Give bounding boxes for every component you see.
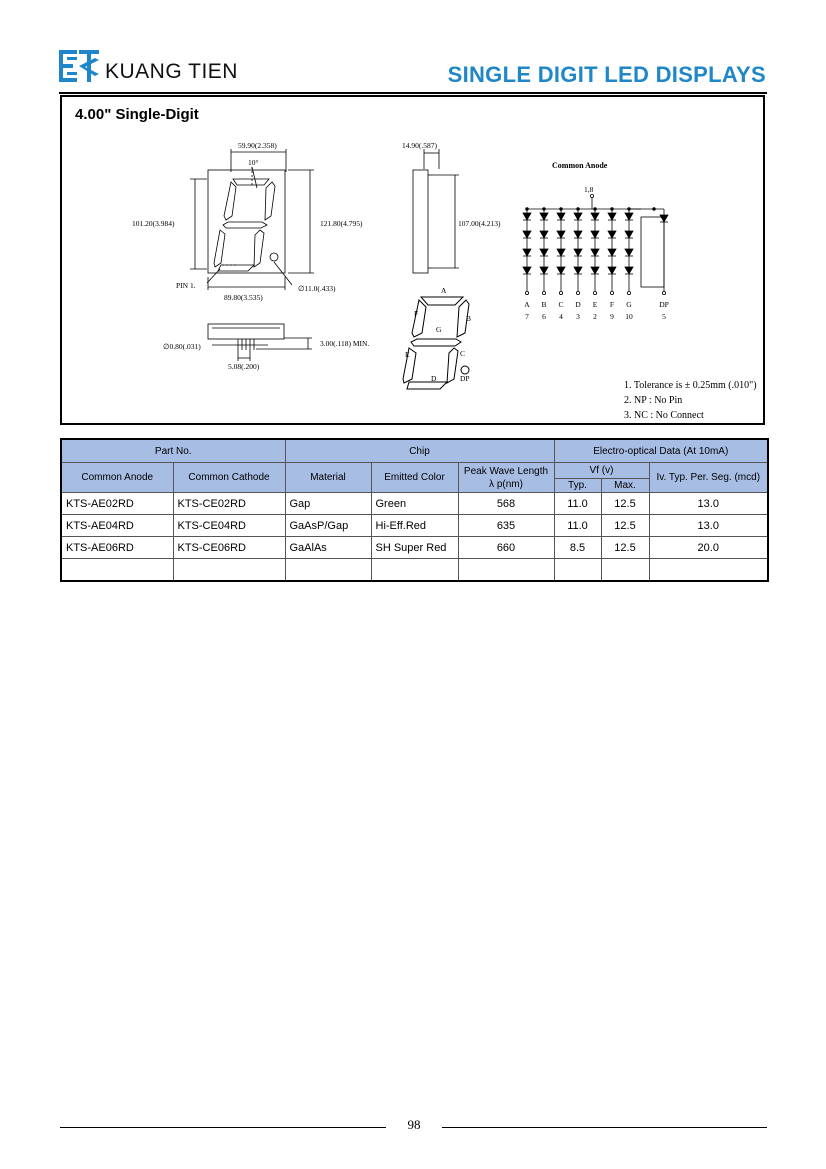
col-peak-wave-line1: Peak Wave Length	[463, 465, 549, 477]
dim-width-bottom: 89.80(3.535)	[224, 293, 263, 302]
diode-icon	[608, 267, 616, 274]
schematic-pin-number: 3	[576, 312, 580, 321]
schematic-segment-label: DP	[659, 300, 669, 309]
diode-icon	[574, 231, 582, 238]
dp-branch-box	[641, 217, 664, 287]
diode-icon	[540, 267, 548, 274]
note-np: 2. NP : No Pin	[624, 395, 683, 406]
dim-side-width: 14.90(.587)	[402, 141, 437, 150]
diode-icon	[608, 213, 616, 220]
cell-material	[285, 559, 371, 582]
table-row	[61, 493, 768, 515]
diode-icon	[557, 267, 565, 274]
pin-node	[542, 291, 545, 294]
table-row	[61, 515, 768, 537]
side-view	[413, 149, 459, 273]
schematic-segment-label: F	[609, 300, 615, 309]
diode-icon	[540, 213, 548, 220]
cell-anode	[61, 559, 173, 582]
header-rule	[59, 92, 767, 94]
schematic-pin-number: 7	[525, 312, 529, 321]
seg-label-dp: DP	[460, 374, 470, 383]
note-tolerance: 1. Tolerance is ± 0.25mm (.010")	[624, 380, 757, 391]
schematic-pin-number: 10	[625, 312, 633, 321]
col-material: Material	[285, 463, 371, 493]
pin-node	[559, 291, 562, 294]
diode-icon	[523, 249, 531, 256]
schematic-segment-label: C	[558, 300, 564, 309]
common-pin-node	[590, 194, 593, 197]
panel-title: 4.00" Single-Digit	[75, 106, 199, 123]
diode-icon	[625, 213, 633, 220]
pin-node	[627, 291, 630, 294]
dim-width-top: 59.90(2.358)	[238, 141, 277, 150]
diode-icon	[557, 213, 565, 220]
seg-label-e: E	[405, 350, 410, 359]
col-vf-max: Max.	[601, 479, 649, 493]
diode-icon	[608, 231, 616, 238]
cell-peak: 635	[458, 515, 554, 537]
front-view	[190, 149, 314, 290]
pin-node	[610, 291, 613, 294]
diode-icon	[591, 267, 599, 274]
table-row	[61, 559, 768, 582]
schematic-pin-number: 6	[542, 312, 546, 321]
footer-rule-right	[442, 1127, 767, 1128]
col-iv: Iv. Typ. Per. Seg. (mcd)	[649, 463, 768, 493]
cell-peak: 568	[458, 493, 554, 515]
diode-icon	[625, 267, 633, 274]
schematic-pin-number: 4	[559, 312, 563, 321]
schematic-segment-label: D	[575, 300, 581, 309]
spec-table-body	[61, 493, 768, 582]
diode-icon	[591, 231, 599, 238]
schematic-labels	[524, 300, 669, 321]
diode-icon	[574, 249, 582, 256]
col-peak-wave	[458, 463, 554, 493]
diode-icon	[557, 231, 565, 238]
cell-iv	[649, 559, 768, 582]
cell-cathode: KTS-CE02RD	[173, 493, 285, 515]
dim-side-height: 107.00(4.213)	[458, 219, 501, 228]
pin1-label: PIN 1.	[176, 281, 196, 290]
page-title: SINGLE DIGIT LED DISPLAYS	[447, 62, 766, 87]
dim-angle: 10°	[248, 158, 259, 167]
cell-typ: 11.0	[554, 515, 601, 537]
cell-iv: 13.0	[649, 515, 768, 537]
dim-hole: ∅11.0(.433)	[298, 284, 336, 293]
diode-icon	[523, 231, 531, 238]
table-row	[61, 537, 768, 559]
schematic-diagram	[523, 194, 668, 294]
seg-label-g: G	[436, 325, 442, 334]
dim-pin-diameter: ∅0.80(.031)	[163, 342, 201, 351]
drawing-panel	[60, 95, 765, 425]
seg-label-d: D	[431, 374, 437, 383]
note-nc: 3. NC : No Connect	[624, 410, 704, 421]
diode-icon	[523, 213, 531, 220]
col-peak-wave-line2: λ p(nm)	[489, 478, 523, 490]
cell-anode: KTS-AE04RD	[61, 515, 173, 537]
seg-label-b: B	[466, 314, 472, 323]
pin-node	[662, 291, 665, 294]
brand-name: KUANG TIEN	[105, 60, 238, 83]
pin-node	[525, 291, 528, 294]
spec-table	[60, 438, 769, 582]
cell-typ: 8.5	[554, 537, 601, 559]
schematic-pin-number: 5	[662, 312, 666, 321]
dim-pin-pitch: 5.08(.200)	[228, 362, 260, 371]
pin-node	[576, 291, 579, 294]
group-electro: Electro-optical Data (At 10mA)	[554, 439, 768, 463]
seg-label-a: A	[441, 286, 447, 295]
cell-cathode: KTS-CE04RD	[173, 515, 285, 537]
cell-typ	[554, 559, 601, 582]
schematic-title: Common Anode	[552, 161, 608, 170]
col-common-anode: Common Anode	[61, 463, 173, 493]
notes	[624, 378, 757, 423]
bottom-view	[208, 324, 312, 361]
cell-max: 12.5	[601, 537, 649, 559]
diode-icon	[591, 249, 599, 256]
cell-cathode: KTS-CE06RD	[173, 537, 285, 559]
cell-anode: KTS-AE06RD	[61, 537, 173, 559]
kt-logo-icon	[59, 50, 99, 82]
schematic-segment-label: B	[541, 300, 547, 309]
dim-height-right: 121.80(4.795)	[320, 219, 363, 228]
cell-max	[601, 559, 649, 582]
diode-icon	[557, 249, 565, 256]
cell-peak: 660	[458, 537, 554, 559]
dim-height-left: 101.20(3.984)	[132, 219, 175, 228]
cell-material: GaAsP/Gap	[285, 515, 371, 537]
bus-junction	[653, 208, 656, 211]
diode-icon	[540, 231, 548, 238]
schematic-segment-label: A	[524, 300, 530, 309]
cell-material: Gap	[285, 493, 371, 515]
cell-material: GaAlAs	[285, 537, 371, 559]
col-emitted-color: Emitted Color	[371, 463, 458, 493]
diode-icon	[574, 267, 582, 274]
footer-rule-left	[60, 1127, 386, 1128]
schematic-common-pins: 1,8	[584, 185, 594, 194]
cell-max: 12.5	[601, 493, 649, 515]
group-part-no: Part No.	[61, 439, 285, 463]
dim-pin-length: 3.00(.118) MIN.	[320, 339, 370, 348]
cell-typ: 11.0	[554, 493, 601, 515]
col-common-cathode: Common Cathode	[173, 463, 285, 493]
diode-icon	[608, 249, 616, 256]
col-vf: Vf (v)	[554, 463, 649, 479]
cell-iv: 20.0	[649, 537, 768, 559]
cell-anode: KTS-AE02RD	[61, 493, 173, 515]
col-vf-typ: Typ.	[554, 479, 601, 493]
diode-icon	[574, 213, 582, 220]
group-chip: Chip	[285, 439, 554, 463]
cell-peak	[458, 559, 554, 582]
cell-color: SH Super Red	[371, 537, 458, 559]
front-view-dims	[132, 141, 363, 302]
cell-color: Hi-Eff.Red	[371, 515, 458, 537]
cell-color	[371, 559, 458, 582]
cell-max: 12.5	[601, 515, 649, 537]
schematic-segment-label: E	[592, 300, 598, 309]
schematic-pin-number: 2	[593, 312, 597, 321]
cell-cathode	[173, 559, 285, 582]
diode-icon	[523, 267, 531, 274]
diode-icon	[625, 249, 633, 256]
diode-icon	[540, 249, 548, 256]
page-number: 98	[407, 1117, 421, 1132]
schematic-pin-number: 9	[610, 312, 614, 321]
seg-label-f: F	[414, 309, 419, 318]
diode-icon	[625, 231, 633, 238]
seg-label-c: C	[460, 349, 466, 358]
cell-color: Green	[371, 493, 458, 515]
pin-node	[593, 291, 596, 294]
schematic-segment-label: G	[626, 300, 632, 309]
mechanical-drawing	[62, 97, 763, 423]
cell-iv: 13.0	[649, 493, 768, 515]
diode-icon	[591, 213, 599, 220]
